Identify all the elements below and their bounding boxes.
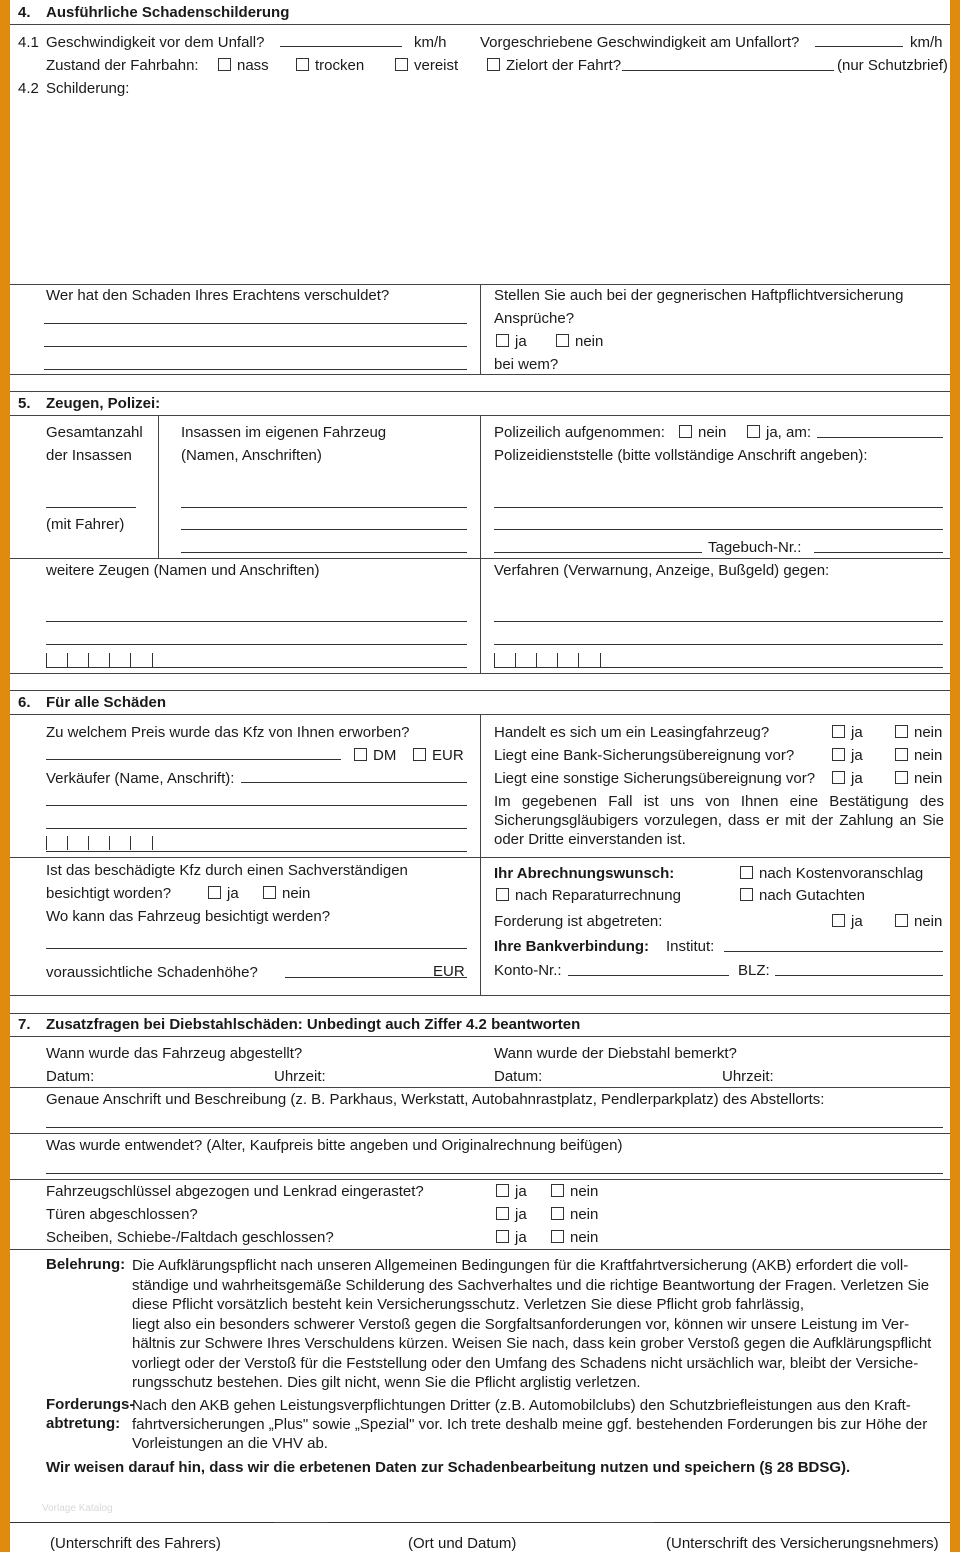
comb-tick <box>109 653 110 667</box>
comb-tick <box>130 653 131 667</box>
divider <box>10 1133 950 1134</box>
noticed-date-label: Datum: <box>494 1068 543 1085</box>
blz-field[interactable] <box>775 975 943 976</box>
fault-line-3[interactable] <box>44 369 467 370</box>
occupants-label-continued: (Namen, Anschriften) <box>181 447 322 464</box>
other-transfer-question: Liegt eine sonstige Sicherungsübereignung vor? <box>494 770 816 787</box>
divider <box>10 995 950 996</box>
doors-no[interactable]: nein <box>551 1206 598 1224</box>
seller-line-3[interactable] <box>46 828 467 829</box>
diary-number-field[interactable] <box>814 552 943 553</box>
proceedings-line-3[interactable] <box>494 667 943 668</box>
section-5-heading: Zeugen, Polizei: <box>46 395 161 412</box>
bank-transfer-question: Liegt eine Bank-Sicherungsübereignung vor? <box>494 747 795 764</box>
windows-yes[interactable]: ja <box>496 1229 527 1247</box>
checkbox[interactable] <box>496 1230 509 1243</box>
comb-tick <box>88 653 89 667</box>
belehrung-line: rungsschutz bestehen. Dies gilt nicht, wenn Sie die Pflicht arglistig verletzen. <box>132 1374 641 1391</box>
claim-form-page <box>10 0 950 1552</box>
stolen-items-field[interactable] <box>46 1173 943 1174</box>
column-divider <box>158 415 159 558</box>
billing-preference-label: Ihr Abrechnungswunsch: <box>494 865 675 882</box>
checkbox[interactable] <box>832 748 845 761</box>
parked-when-label: Wann wurde das Fahrzeug abgestellt? <box>46 1045 303 1062</box>
noticed-when-label: Wann wurde der Diebstahl bemerkt? <box>494 1045 737 1062</box>
belehrung-line: Die Aufklärungspflicht nach unseren Allgemeinen Bedingungen für die Kraftfahrtversicherung (AKB) erfordert die voll- <box>132 1257 909 1274</box>
destination-note: (nur Schutzbrief) <box>837 57 948 74</box>
assignment-label-continued: abtretung: <box>46 1415 121 1432</box>
bank-transfer-no[interactable]: nein <box>895 747 942 765</box>
damage-amount-label: voraussichtliche Schadenhöhe? <box>46 964 258 981</box>
watermark: Vorlage Katalog <box>42 1503 113 1514</box>
claims-no[interactable]: nein <box>556 333 603 351</box>
leasing-no[interactable]: nein <box>895 724 942 742</box>
key-no[interactable]: nein <box>551 1183 598 1201</box>
other-transfer-yes[interactable]: ja <box>832 770 863 788</box>
checkbox[interactable] <box>208 886 221 899</box>
checkbox[interactable] <box>218 58 231 71</box>
divider <box>10 374 950 375</box>
checkbox[interactable] <box>496 1207 509 1220</box>
checkbox[interactable] <box>740 866 753 879</box>
account-number-field[interactable] <box>568 975 729 976</box>
comb-tick <box>557 653 558 667</box>
policyholder-signature-line[interactable] <box>654 1522 950 1523</box>
currency-dm[interactable]: DM <box>354 747 396 765</box>
seller-line-2[interactable] <box>46 805 467 806</box>
checkbox[interactable] <box>496 888 509 901</box>
description-label: Schilderung: <box>46 80 130 97</box>
blz-label: BLZ: <box>738 962 770 979</box>
checkbox[interactable] <box>496 334 509 347</box>
road-option-wet[interactable]: nass <box>218 57 269 75</box>
speed-limit-field[interactable] <box>815 46 903 47</box>
seller-label: Verkäufer (Name, Anschrift): <box>46 770 235 787</box>
proceedings-label: Verfahren (Verwarnung, Anzeige, Bußgeld) gegen: <box>494 562 830 579</box>
divider <box>10 1179 950 1180</box>
leasing-yes[interactable]: ja <box>832 724 863 742</box>
confirmation-note: Im gegebenen Fall ist uns von Ihnen eine Bestätigung des Sicherungsgläubigers vorzulegen, dass er mit der Zahlung an Sie oder Dritte einverstanden ist. <box>494 793 944 848</box>
checkbox[interactable] <box>832 771 845 784</box>
comb-tick <box>46 653 47 667</box>
item-number-4-1: 4.1 <box>18 34 39 51</box>
column-divider <box>480 284 481 374</box>
description-area[interactable] <box>46 100 941 278</box>
comb-tick <box>88 836 89 850</box>
comb-tick <box>67 836 68 850</box>
divider <box>10 857 950 858</box>
checkbox[interactable] <box>413 748 426 761</box>
parking-address-label: Genaue Anschrift und Beschreibung (z. B. Parkhaus, Werkstatt, Autobahnrastplatz, Pendlerparkplatz) des Abstellorts: <box>46 1091 825 1108</box>
parking-address-field[interactable] <box>46 1127 943 1128</box>
seller-field[interactable] <box>241 782 467 783</box>
seller-line-4[interactable] <box>46 851 467 852</box>
speed-field[interactable] <box>280 46 402 47</box>
witnesses-label: weitere Zeugen (Namen und Anschriften) <box>46 562 320 579</box>
divider <box>10 673 950 674</box>
purchase-price-field[interactable] <box>46 759 341 760</box>
checkbox[interactable] <box>551 1184 564 1197</box>
checkbox[interactable] <box>556 334 569 347</box>
belehrung-line: vorliegt oder der Verstoß für die Feststellung oder den Umfang des Schadens nicht ursächlich war, bleibt der Versiche- <box>132 1354 919 1372</box>
divider <box>10 1036 950 1037</box>
destination-field[interactable] <box>622 70 834 71</box>
checkbox[interactable] <box>747 425 760 438</box>
checkbox[interactable] <box>296 58 309 71</box>
fault-label: Wer hat den Schaden Ihres Erachtens verschuldet? <box>46 287 390 304</box>
belehrung-text <box>132 1256 944 1393</box>
claim-assigned-yes[interactable]: ja <box>832 913 863 931</box>
checkbox[interactable] <box>679 425 692 438</box>
place-date-line[interactable] <box>328 1522 600 1523</box>
key-question: Fahrzeugschlüssel abgezogen und Lenkrad eingerastet? <box>46 1183 424 1200</box>
checkbox[interactable] <box>487 58 500 71</box>
divider <box>10 1087 950 1088</box>
occupant-count-label: Gesamtanzahl <box>46 424 143 441</box>
checkbox[interactable] <box>395 58 408 71</box>
checkbox[interactable] <box>740 888 753 901</box>
with-driver-note: (mit Fahrer) <box>46 516 125 533</box>
column-divider <box>480 714 481 995</box>
windows-no[interactable]: nein <box>551 1229 598 1247</box>
comb-tick <box>67 653 68 667</box>
assignment-text <box>132 1396 944 1453</box>
stolen-items-label: Was wurde entwendet? (Alter, Kaufpreis bitte angeben und Originalrechnung beifügen) <box>46 1137 623 1154</box>
belehrung-label: Belehrung: <box>46 1256 126 1273</box>
comb-tick <box>152 653 153 667</box>
occupants-line-2[interactable] <box>181 529 467 530</box>
with-whom-label: bei wem? <box>494 356 559 373</box>
comb-tick <box>536 653 537 667</box>
claims-label: Stellen Sie auch bei der gegnerischen Haftpflichtversicherung <box>494 287 904 304</box>
occupant-count-field[interactable] <box>46 507 136 508</box>
privacy-notice: Wir weisen darauf hin, dass wir die erbetenen Daten zur Schadenbearbeitung nutzen und speichern (§ 28 BDSG). <box>46 1459 851 1476</box>
proceedings-line-1[interactable] <box>494 621 943 622</box>
assignment-line: Nach den AKB gehen Leistungsverpflichtungen Dritter (z.B. Automobilclubs) den Schutzbriefleistungen aus den Kraft- <box>132 1397 911 1414</box>
speed-limit-label: Vorgeschriebene Geschwindigkeit am Unfallort? <box>480 34 800 51</box>
belehrung-line: diese Pflicht vorsätzlich besteht kein Versicherungsschutz. Verletzen Sie diese Pflicht grob fahrlässig, <box>132 1296 805 1313</box>
section-6-heading: Für alle Schäden <box>46 694 167 711</box>
comb-tick <box>46 836 47 850</box>
checkbox[interactable] <box>895 914 908 927</box>
belehrung-line: hältnis zur Schwere Ihres Verschuldens kürzen. Weisen Sie nach, dass kein grober Verstoß gegen die Aufklärungspflicht <box>132 1335 932 1352</box>
witnesses-line-1[interactable] <box>46 621 467 622</box>
billing-by-estimate[interactable]: nach Kostenvoranschlag <box>740 865 923 883</box>
windows-question: Scheiben, Schiebe-/Faltdach geschlossen? <box>46 1229 334 1246</box>
road-option-dry[interactable]: trocken <box>296 57 364 75</box>
divider <box>10 24 950 25</box>
road-option-icy[interactable]: vereist <box>395 57 458 75</box>
billing-by-repair[interactable]: nach Reparaturrechnung <box>496 887 681 905</box>
occupants-line-1[interactable] <box>181 507 467 508</box>
comb-tick <box>130 836 131 850</box>
place-date-caption: (Ort und Datum) <box>408 1535 517 1552</box>
section-5-number: 5. <box>18 395 31 412</box>
expert-no[interactable]: nein <box>263 885 310 903</box>
claims-label-continued: Ansprüche? <box>494 310 575 327</box>
police-station-line-2[interactable] <box>494 529 943 530</box>
driver-signature-caption: (Unterschrift des Fahrers) <box>50 1535 221 1552</box>
expert-question-continued: besichtigt worden? <box>46 885 172 902</box>
expert-yes[interactable]: ja <box>208 885 239 903</box>
divider <box>10 1249 950 1250</box>
proceedings-line-2[interactable] <box>494 644 943 645</box>
billing-by-report[interactable]: nach Gutachten <box>740 887 865 905</box>
driver-signature-line[interactable] <box>10 1522 274 1523</box>
key-yes[interactable]: ja <box>496 1183 527 1201</box>
bank-institute-field[interactable] <box>724 951 943 952</box>
currency-eur[interactable]: EUR <box>413 747 464 765</box>
section-4-number: 4. <box>18 4 31 21</box>
checkbox[interactable] <box>895 725 908 738</box>
doors-question: Türen abgeschlossen? <box>46 1206 198 1223</box>
policyholder-signature-caption: (Unterschrift des Versicherungsnehmers) <box>666 1535 939 1552</box>
occupants-line-3[interactable] <box>181 552 467 553</box>
police-recorded-label: Polizeilich aufgenommen: <box>494 424 665 441</box>
belehrung-line: ständige und wahrheitsgemäße Schilderung des Sachverhaltes und die richtige Beantwortung der Fragen. Verletzen Sie <box>132 1276 930 1294</box>
claim-assigned-no[interactable]: nein <box>895 913 942 931</box>
inspection-location-field[interactable] <box>46 948 467 949</box>
occupants-label: Insassen im eigenen Fahrzeug <box>181 424 387 441</box>
doors-yes[interactable]: ja <box>496 1206 527 1224</box>
diary-number-label: Tagebuch-Nr.: <box>708 539 802 556</box>
divider <box>10 391 950 392</box>
checkbox[interactable] <box>895 748 908 761</box>
checkbox[interactable] <box>551 1207 564 1220</box>
assignment-line: Vorleistungen an die VHV ab. <box>132 1435 328 1452</box>
section-6-number: 6. <box>18 694 31 711</box>
section-7-number: 7. <box>18 1016 31 1033</box>
comb-tick <box>600 653 601 667</box>
expert-question: Ist das beschädigte Kfz durch einen Sachverständigen <box>46 862 408 879</box>
item-number-4-2: 4.2 <box>18 80 39 97</box>
section-4-heading: Ausführliche Schadenschilderung <box>46 4 290 21</box>
column-divider <box>480 415 481 673</box>
belehrung-line: liegt also ein besonders schwerer Verstoß gegen die Sorgfaltsanforderungen vor, können wir unsere Leistung im Ver- <box>132 1315 910 1333</box>
police-station-line-3[interactable] <box>494 552 702 553</box>
road-condition-label: Zustand der Fahrbahn: <box>46 57 199 74</box>
speed-unit: km/h <box>414 34 447 51</box>
comb-tick <box>494 653 495 667</box>
assignment-label: Forderungs- <box>46 1396 135 1413</box>
noticed-time-label: Uhrzeit: <box>722 1068 774 1085</box>
divider <box>10 690 950 691</box>
checkbox[interactable] <box>496 1184 509 1197</box>
checkbox[interactable] <box>832 914 845 927</box>
checkbox[interactable] <box>895 771 908 784</box>
police-date-field[interactable] <box>817 437 943 438</box>
claim-assigned-label: Forderung ist abgetreten: <box>494 913 663 930</box>
other-transfer-no[interactable]: nein <box>895 770 942 788</box>
parked-time-label: Uhrzeit: <box>274 1068 326 1085</box>
claims-yes[interactable]: ja <box>496 333 527 351</box>
checkbox[interactable] <box>551 1230 564 1243</box>
fault-line-2[interactable] <box>44 346 467 347</box>
parked-date-label: Datum: <box>46 1068 95 1085</box>
police-station-line-1[interactable] <box>494 507 943 508</box>
purchase-price-label: Zu welchem Preis wurde das Kfz von Ihnen erworben? <box>46 724 410 741</box>
bank-transfer-yes[interactable]: ja <box>832 747 863 765</box>
checkbox[interactable] <box>263 886 276 899</box>
checkbox[interactable] <box>354 748 367 761</box>
section-7-heading: Zusatzfragen bei Diebstahlschäden: Unbedingt auch Ziffer 4.2 beantworten <box>46 1016 581 1033</box>
inspection-location-label: Wo kann das Fahrzeug besichtigt werden? <box>46 908 331 925</box>
speed-label: Geschwindigkeit vor dem Unfall? <box>46 34 265 51</box>
comb-tick <box>578 653 579 667</box>
bank-details-label: Ihre Bankverbindung: <box>494 938 650 955</box>
comb-tick <box>515 653 516 667</box>
leasing-question: Handelt es sich um ein Leasingfahrzeug? <box>494 724 770 741</box>
assignment-line: fahrtversicherungen „Plus" sowie „Spezial" vor. Ich trete deshalb meine ggf. bestehenden Forderungen bis zur Höhe der <box>132 1416 928 1433</box>
witnesses-line-3[interactable] <box>46 667 467 668</box>
damage-amount-unit: EUR <box>433 963 465 980</box>
police-station-label: Polizeidienststelle (bitte vollständige Anschrift angeben): <box>494 447 868 464</box>
divider <box>10 1013 950 1014</box>
fault-line-1[interactable] <box>44 323 467 324</box>
bank-institute-label: Institut: <box>666 938 715 955</box>
witnesses-line-2[interactable] <box>46 644 467 645</box>
occupant-count-label-continued: der Insassen <box>46 447 132 464</box>
account-number-label: Konto-Nr.: <box>494 962 562 979</box>
checkbox[interactable] <box>832 725 845 738</box>
comb-tick <box>109 836 110 850</box>
destination-option[interactable]: Zielort der Fahrt? <box>487 57 621 75</box>
police-recorded-yes[interactable]: ja, am: <box>747 424 811 442</box>
divider <box>10 558 950 559</box>
comb-tick <box>152 836 153 850</box>
speed-limit-unit: km/h <box>910 34 943 51</box>
police-recorded-no[interactable]: nein <box>679 424 726 442</box>
